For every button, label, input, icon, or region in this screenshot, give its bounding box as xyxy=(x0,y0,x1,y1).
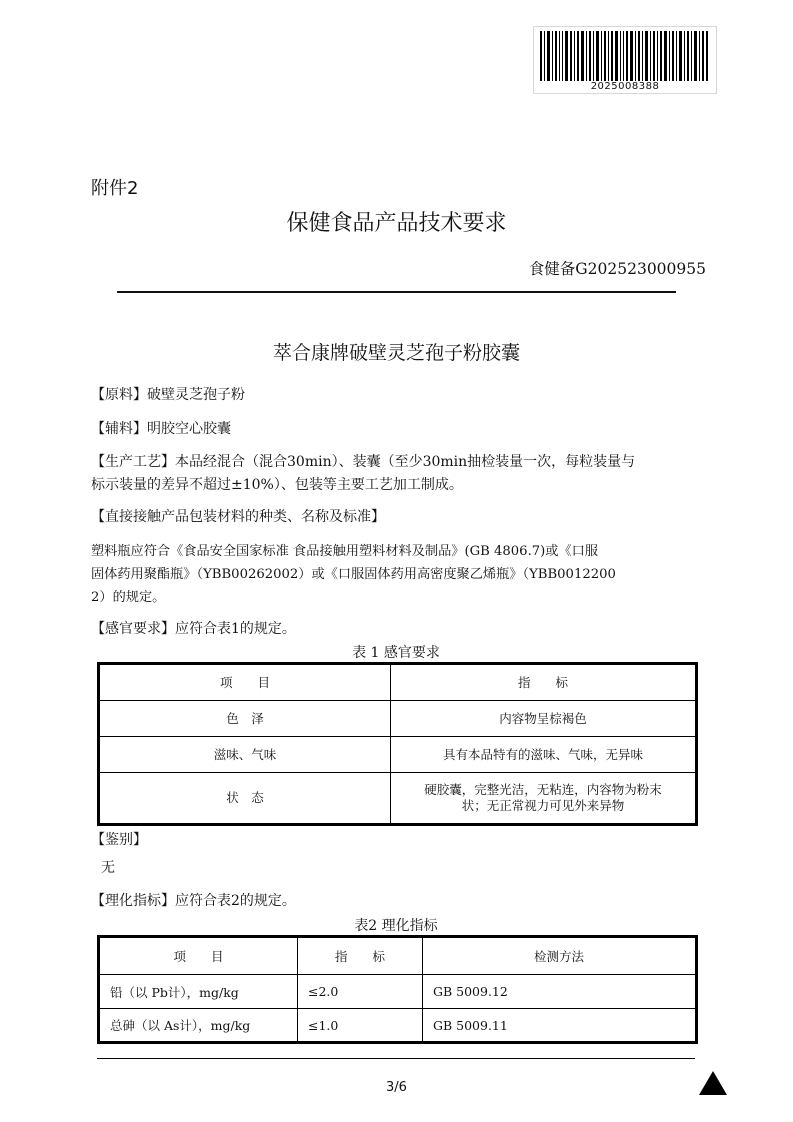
table1-caption: 表 1 感官要求 xyxy=(352,645,440,661)
section-label: 【生产工艺】 xyxy=(91,454,175,470)
table-row xyxy=(99,975,697,1009)
sensory-table xyxy=(97,662,698,826)
section-text: 破壁灵芝孢子粉 xyxy=(147,387,245,403)
section-text: 应符合表2的规定。 xyxy=(175,893,296,909)
section-sensory xyxy=(91,618,703,641)
title-divider xyxy=(117,291,676,293)
table-cell: GB 5009.11 xyxy=(423,1009,697,1043)
section-text: 明胶空心胶囊 xyxy=(147,421,231,437)
table-header-row xyxy=(99,937,697,975)
table-row xyxy=(99,773,697,825)
section-text-line: 标示装量的差异不超过±10%）、包装等主要工艺加工制成。 xyxy=(91,477,463,493)
section-label: 【感官要求】 xyxy=(91,621,175,637)
section-label: 【原料】 xyxy=(91,387,147,403)
section-identification-label: 【鉴别】 xyxy=(91,832,147,848)
section-packaging-label: 【直接接触产品包装材料的种类、名称及标准】 xyxy=(91,509,385,525)
table-cell: 总砷（以 As计），mg/kg xyxy=(99,1009,298,1043)
section-text: 应符合表1的规定。 xyxy=(175,621,296,637)
table-cell: 具有本品特有的滋味、气味，无异味 xyxy=(391,737,697,773)
physchem-table xyxy=(97,935,698,1044)
section-text-line: 塑料瓶应符合《食品安全国家标准 食品接触用塑料材料及制品》(GB 4806.7)或《口服 xyxy=(91,544,599,559)
table-row xyxy=(99,737,697,773)
table-cell: ≤1.0 xyxy=(298,1009,423,1043)
product-name: 萃合康牌破壁灵芝孢子粉胶囊 xyxy=(272,342,520,364)
document-title: 保健食品产品技术要求 xyxy=(286,211,507,236)
attachment-label: 附件2 xyxy=(91,178,139,199)
table-cell-line: 状；无正常视力可见外来异物 xyxy=(461,798,625,813)
table-header-cell: 检测方法 xyxy=(423,937,697,975)
table-cell-line: 硬胶囊，完整光洁，无粘连，内容物为粉末 xyxy=(424,782,662,797)
page-number: 3/6 xyxy=(386,1080,407,1095)
section-packaging-text xyxy=(91,540,703,609)
section-text-line: 本品经混合（混合30min）、装囊（至少30min抽检装量一次，每粒装量与 xyxy=(175,454,636,470)
table-row xyxy=(99,701,697,737)
table-header-cell: 项 目 xyxy=(99,937,298,975)
table-cell: 内容物呈棕褐色 xyxy=(391,701,697,737)
section-label: 【辅料】 xyxy=(91,421,147,437)
table-header-cell: 项 目 xyxy=(99,664,391,701)
footer-divider xyxy=(97,1058,695,1059)
table2-caption: 表2 理化指标 xyxy=(354,918,438,934)
registration-number: 食健备G202523000955 xyxy=(528,260,706,278)
table-header-cell: 指 标 xyxy=(391,664,697,701)
section-text-line: 固体药用聚酯瓶》（YBB00262002）或《口服固体药用高密度聚乙烯瓶》（YBB0012200 xyxy=(91,567,616,582)
section-excipient xyxy=(91,418,703,441)
table-cell: GB 5009.12 xyxy=(423,975,697,1009)
barcode xyxy=(533,26,717,94)
table-row xyxy=(99,1009,697,1043)
section-physchem xyxy=(91,890,703,913)
table-cell xyxy=(391,773,697,825)
section-identification-text: 无 xyxy=(101,860,115,876)
table-cell: 状 态 xyxy=(99,773,391,825)
table-cell: ≤2.0 xyxy=(298,975,423,1009)
section-text-line: 2）的规定。 xyxy=(91,590,166,605)
section-label: 【理化指标】 xyxy=(91,893,175,909)
barcode-bars xyxy=(540,31,710,81)
table-cell: 铅（以 Pb计），mg/kg xyxy=(99,975,298,1009)
section-raw-material xyxy=(91,384,703,407)
table-header-cell: 指 标 xyxy=(298,937,423,975)
table-cell: 色 泽 xyxy=(99,701,391,737)
triangle-icon xyxy=(698,1070,728,1096)
barcode-number: 2025008388 xyxy=(590,81,660,92)
table-header-row xyxy=(99,664,697,701)
section-process xyxy=(91,451,703,497)
table-cell: 滋味、气味 xyxy=(99,737,391,773)
